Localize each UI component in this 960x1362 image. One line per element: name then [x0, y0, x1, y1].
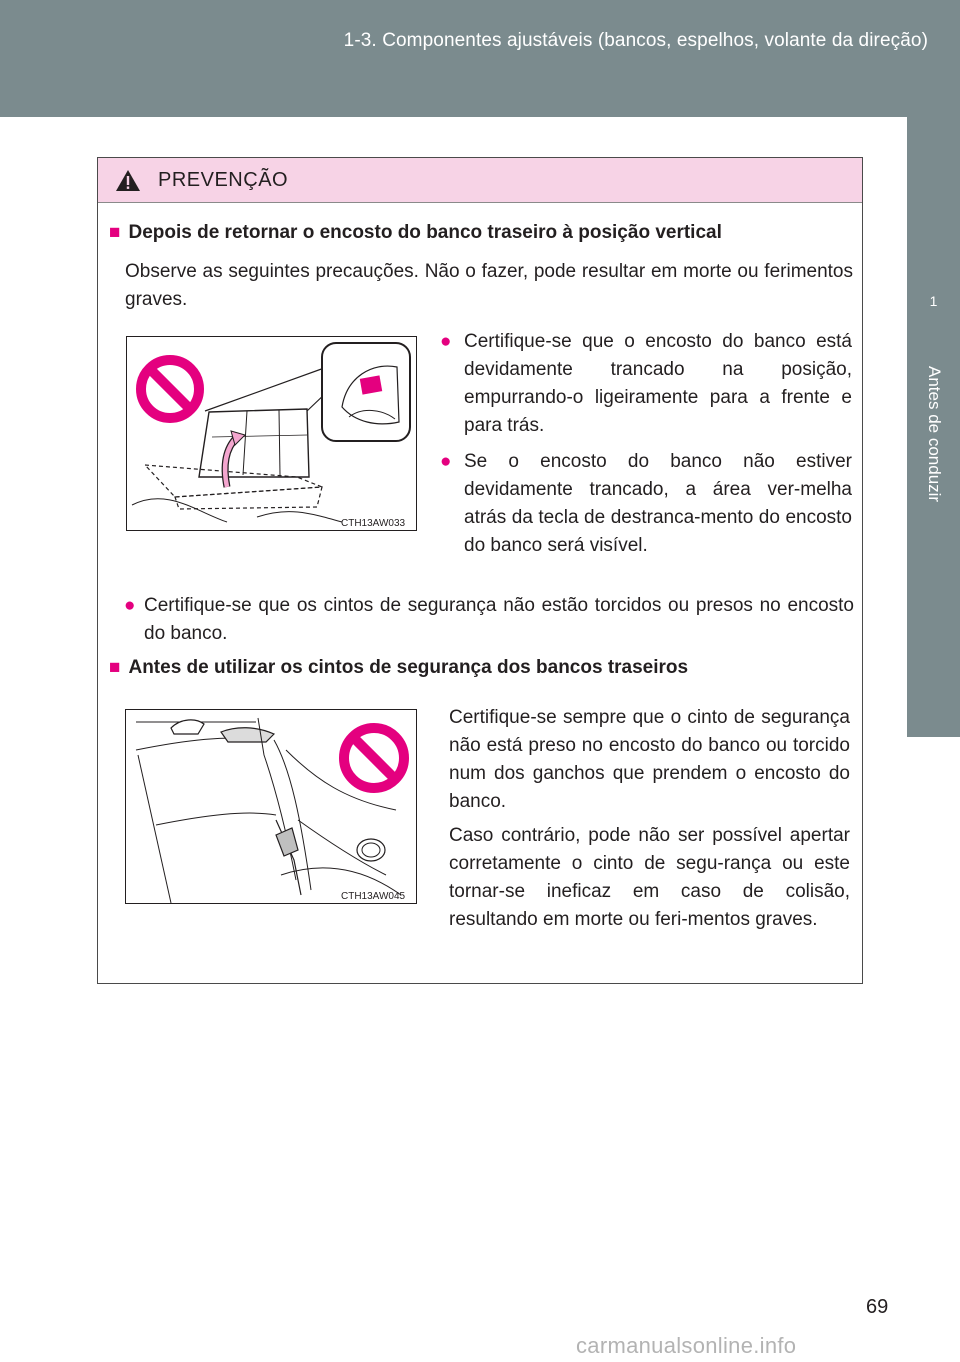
bullet-item: [440, 328, 852, 440]
section-heading: [109, 222, 722, 244]
rear-seat-drawing: [127, 337, 416, 530]
header-band: [0, 0, 960, 117]
belt-paragraph: Certifique-se sempre que o cinto de segurança não está preso no encosto do banco ou torcido num dos ganchos que prendem o encosto do banco.: [449, 707, 850, 812]
chapter-label: Antes de conduzir: [925, 366, 944, 503]
section-heading-text: Antes de utilizar os cintos de segurança dos bancos traseiros: [128, 657, 689, 678]
chapter-tab-upper: [907, 117, 960, 357]
intro-paragraph: Observe as seguintes precauções. Não o fazer, pode resultar em morte ou ferimentos graves.: [125, 261, 853, 310]
circle-bullet-icon: ●: [440, 331, 452, 352]
seat-belt-illustration: [125, 709, 417, 904]
caution-header: [98, 158, 862, 203]
figure-code: CTH13AW045: [341, 891, 406, 902]
square-marker-icon: ■: [109, 657, 121, 678]
section-heading: [109, 657, 688, 679]
caution-box: [97, 157, 863, 984]
chapter-number: 1: [929, 293, 938, 309]
rear-seat-illustration: [126, 336, 417, 531]
bullet-item: [440, 448, 852, 588]
seat-belt-drawing: [126, 710, 416, 903]
bullet-item: [124, 592, 854, 648]
caution-title: PREVENÇÃO: [158, 169, 289, 191]
prohibition-icon: [344, 728, 404, 788]
circle-bullet-icon: ●: [440, 451, 452, 472]
prohibition-icon: [141, 360, 199, 418]
warning-triangle-icon: [115, 169, 141, 192]
belt-paragraph: Caso contrário, pode não ser possível apertar corretamente o cinto de segu-rança ou este tornar-se ineficaz em caso de colisão, resultando em morte ou feri-mentos graves.: [449, 825, 850, 930]
page-number: 69: [866, 1296, 889, 1318]
section-title: 1-3. Componentes ajustáveis (bancos, espelhos, volante da direção): [343, 30, 928, 51]
bullet-text: Certifique-se que o encosto do banco está devidamente trancado na posição, empurrando-o ligeiramente para a frente e para trás.: [464, 331, 852, 436]
section-heading-text: Depois de retornar o encosto do banco traseiro à posição vertical: [128, 222, 722, 243]
figure-code: CTH13AW033: [341, 518, 406, 529]
bullet-text: Certifique-se que os cintos de segurança não estão torcidos ou presos no encosto do banco.: [144, 595, 854, 644]
square-marker-icon: ■: [109, 222, 121, 243]
watermark: carmanualsonline.info: [576, 1333, 797, 1358]
bullet-text: Se o encosto do banco não estiver devidamente trancado, a área ver-melha atrás da tecla de destranca-mento do encosto do banco será visível.: [464, 451, 852, 556]
circle-bullet-icon: ●: [124, 595, 136, 616]
